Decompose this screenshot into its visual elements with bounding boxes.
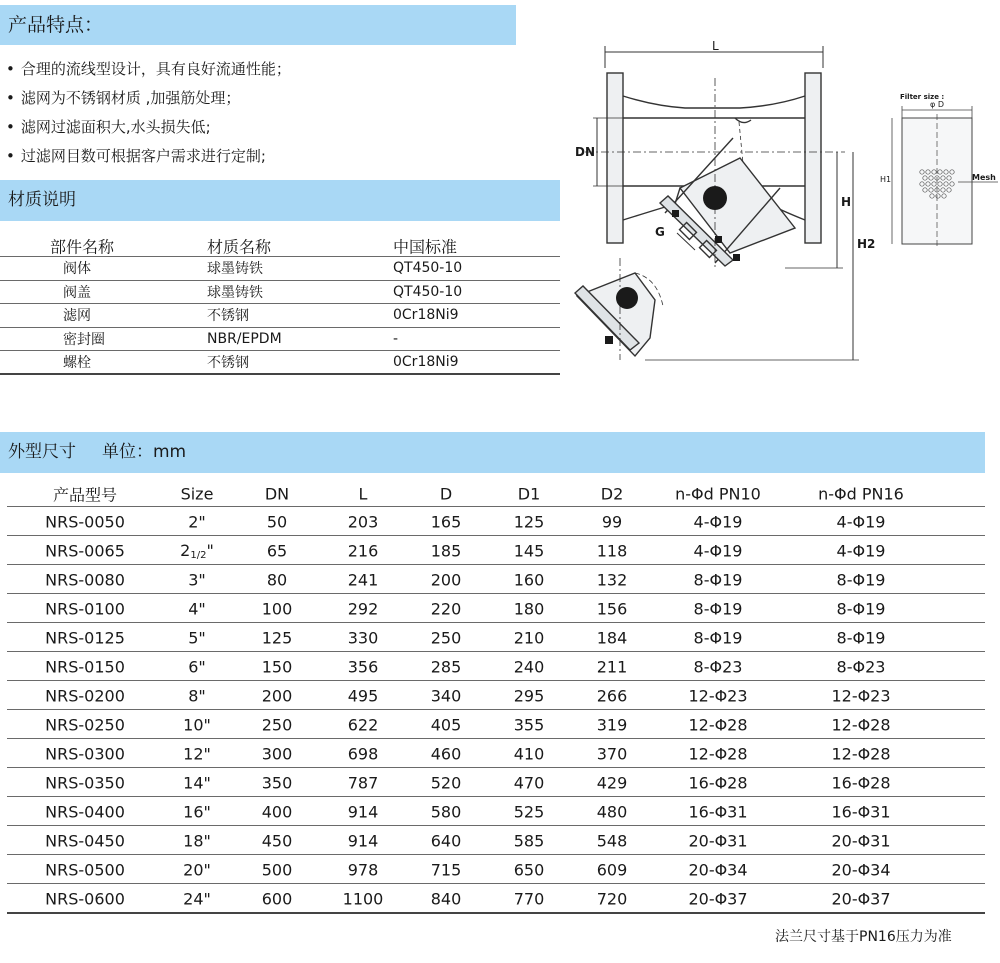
cell-d: 340 [430,686,462,706]
feature-text: 滤网为不锈钢材质 ,加强筋处理； [20,89,241,107]
cell-d: 460 [430,744,462,764]
features-section-title: 产品特点： [0,5,516,45]
cell-size: 10" [183,715,211,735]
material-name: 球墨铸铁 [207,284,263,301]
feature-item: • 滤网为不锈钢材质 ,加强筋处理； [6,89,241,107]
material-standard: QT450-10 [393,283,463,300]
filter-size-diagram [880,88,1000,248]
header-pn10: n-Φd PN10 [675,484,761,504]
dim-label-h: H [841,195,852,209]
dim-label-g: G [655,225,665,239]
cell-model: NRS-0300 [45,744,125,764]
dimensions-row [7,536,985,565]
cell-pn16: 16-Φ31 [831,802,891,822]
cell-d1: 770 [513,889,545,909]
cell-model: NRS-0150 [45,657,125,677]
dimensions-row [7,768,985,797]
cell-size: 5" [188,628,206,648]
cell-pn10: 12-Φ28 [688,744,748,764]
cell-pn10: 12-Φ23 [688,686,748,706]
cell-model: NRS-0600 [45,889,125,909]
cell-d1: 180 [513,599,545,619]
cell-d2: 118 [596,541,628,561]
material-standard: 0Cr18Ni9 [393,307,459,324]
material-part: 阀盖 [63,284,91,301]
material-header-part: 部件名称 [50,237,115,256]
cell-l: 330 [347,628,379,648]
dim-label-dn: DN [575,145,596,159]
header-model: 产品型号 [52,485,118,505]
dimensions-row [7,797,985,826]
material-part: 滤网 [63,308,91,325]
material-row [0,328,560,352]
cell-pn16: 12-Φ23 [831,686,891,706]
material-row [0,257,560,281]
header-dn: DN [264,484,290,504]
feature-text: 过滤网目数可根据客户需求进行定制; [20,147,266,165]
cell-l: 292 [347,599,379,619]
cell-d1: 160 [513,570,545,590]
cell-dn: 80 [266,570,288,590]
material-part: 螺栓 [63,355,91,372]
dimensions-title: 外型尺寸 [8,442,76,462]
cell-size: 4" [188,599,206,619]
cell-d2: 720 [596,889,628,909]
cell-size: $2_{1/2}$" [180,540,214,561]
dimensions-row [7,681,985,710]
cell-dn: 200 [261,686,293,706]
cell-model: NRS-0350 [45,773,125,793]
header-pn16: n-Φd PN16 [818,484,904,504]
cell-pn10: 4-Φ19 [693,512,743,532]
cell-d: 405 [430,715,462,735]
cell-l: 241 [347,570,379,590]
y-strainer-drawing [565,38,885,368]
cell-model: NRS-0125 [45,628,125,648]
cell-model: NRS-0250 [45,715,125,735]
dimensions-row [7,507,985,536]
cell-d1: 210 [513,628,545,648]
cell-l: 356 [347,657,379,677]
feature-text: 合理的流线型设计，具有良好流通性能； [20,60,291,78]
cell-d2: 319 [596,715,628,735]
cell-l: 978 [347,860,379,880]
cell-size: 12" [183,744,211,764]
cell-model: NRS-0450 [45,831,125,851]
feature-item: • 滤网过滤面积大,水头损失低; [6,118,211,136]
cell-pn16: 16-Φ28 [831,773,891,793]
cell-dn: 300 [261,744,293,764]
cell-d2: 266 [596,686,628,706]
header-d1: D1 [517,484,541,504]
cell-pn16: 8-Φ19 [836,628,886,648]
dimensions-row [7,855,985,884]
cell-d1: 525 [513,802,545,822]
cell-pn10: 8-Φ19 [693,570,743,590]
cell-d1: 585 [513,831,545,851]
filter-od-label: φ D [930,100,944,109]
cell-pn16: 20-Φ34 [831,860,891,880]
cell-d2: 184 [596,628,628,648]
cell-dn: 50 [266,512,288,532]
cell-d: 250 [430,628,462,648]
filter-mesh-label: Mesh [972,173,996,182]
cell-l: 495 [347,686,379,706]
cell-model: NRS-0080 [45,570,125,590]
cell-size: 6" [188,657,206,677]
cell-model: NRS-0500 [45,860,125,880]
cell-d2: 370 [596,744,628,764]
cell-d1: 410 [513,744,545,764]
cell-d1: 355 [513,715,545,735]
cell-pn16: 4-Φ19 [836,541,886,561]
flange-note: 法兰尺寸基于PN16压力为准 [775,929,952,945]
feature-item: • 合理的流线型设计，具有良好流通性能； [6,60,291,78]
cell-pn16: 12-Φ28 [831,715,891,735]
material-name: NBR/EPDM [207,331,282,348]
dimensions-row [7,565,985,594]
header-d: D [439,484,453,504]
material-header-material: 材质名称 [207,237,272,256]
cell-pn16: 8-Φ19 [836,599,886,619]
cell-pn10: 20-Φ34 [688,860,748,880]
cell-d: 200 [430,570,462,590]
cell-d2: 132 [596,570,628,590]
header-l: L [358,484,368,504]
dimensions-row [7,826,985,855]
cell-dn: 250 [261,715,293,735]
dimensions-row [7,884,985,914]
cell-model: NRS-0400 [45,802,125,822]
cell-dn: 450 [261,831,293,851]
cell-dn: 150 [261,657,293,677]
material-name: 不锈钢 [207,308,249,325]
material-part: 阀体 [63,261,91,278]
cell-d: 580 [430,802,462,822]
cell-size: 20" [183,860,211,880]
cell-d: 520 [430,773,462,793]
dimensions-row [7,739,985,768]
cell-pn16: 20-Φ37 [831,889,891,909]
cell-d2: 609 [596,860,628,880]
material-part: 密封圈 [63,332,105,349]
cell-d: 840 [430,889,462,909]
cell-l: 914 [347,831,379,851]
dimensions-unit: 单位：mm [102,442,187,462]
feature-text: 滤网过滤面积大,水头损失低; [20,118,211,136]
cell-size: 2" [188,512,206,532]
cell-d1: 295 [513,686,545,706]
material-row [0,351,560,375]
cell-pn16: 8-Φ19 [836,570,886,590]
cell-l: 1100 [342,889,384,909]
cell-pn10: 16-Φ28 [688,773,748,793]
dim-label-l: L [712,39,719,53]
cell-l: 203 [347,512,379,532]
cell-pn16: 8-Φ23 [836,657,886,677]
cell-dn: 500 [261,860,293,880]
cell-size: 16" [183,802,211,822]
cell-pn10: 4-Φ19 [693,541,743,561]
material-row [0,304,560,328]
dimensions-table-header [7,482,985,507]
cell-pn10: 8-Φ19 [693,628,743,648]
material-table-header [0,231,560,257]
cell-l: 787 [347,773,379,793]
cell-d: 640 [430,831,462,851]
cell-dn: 600 [261,889,293,909]
dimensions-row [7,623,985,652]
cell-d1: 650 [513,860,545,880]
cell-d2: 99 [601,512,623,532]
cell-d2: 211 [596,657,628,677]
header-d2: D2 [600,484,624,504]
cell-l: 698 [347,744,379,764]
filter-size-title: Filter size : [900,93,945,101]
cell-d: 220 [430,599,462,619]
header-size: Size [180,484,214,504]
cell-d1: 470 [513,773,545,793]
cell-l: 216 [347,541,379,561]
dimensions-row [7,594,985,623]
cell-model: NRS-0200 [45,686,125,706]
cell-d2: 429 [596,773,628,793]
cell-d1: 240 [513,657,545,677]
cell-dn: 65 [266,541,288,561]
cell-size: 24" [183,889,211,909]
cell-pn10: 8-Φ23 [693,657,743,677]
cell-dn: 100 [261,599,293,619]
filter-h1-label: H1 [880,175,892,184]
cell-pn16: 12-Φ28 [831,744,891,764]
cell-d: 165 [430,512,462,532]
cell-pn16: 20-Φ31 [831,831,891,851]
material-standard: QT450-10 [393,260,463,277]
cell-size: 8" [188,686,206,706]
feature-item: • 过滤网目数可根据客户需求进行定制; [6,147,266,165]
cell-pn10: 12-Φ28 [688,715,748,735]
cell-dn: 400 [261,802,293,822]
cell-pn10: 16-Φ31 [688,802,748,822]
cell-pn16: 4-Φ19 [836,512,886,532]
dim-label-h2: H2 [857,237,876,251]
material-standard: - [393,331,399,348]
cell-l: 622 [347,715,379,735]
material-header-standard: 中国标准 [393,237,458,256]
cell-size: 14" [183,773,211,793]
cell-model: NRS-0100 [45,599,125,619]
cell-dn: 125 [261,628,293,648]
material-standard: 0Cr18Ni9 [393,354,459,371]
dimensions-row [7,652,985,681]
cell-l: 914 [347,802,379,822]
dimensions-row [7,710,985,739]
cell-pn10: 20-Φ37 [688,889,748,909]
cell-pn10: 8-Φ19 [693,599,743,619]
cell-d1: 125 [513,512,545,532]
cell-size: 3" [188,570,206,590]
cell-d1: 145 [513,541,545,561]
cell-pn10: 20-Φ31 [688,831,748,851]
material-table [0,231,560,375]
cell-d2: 156 [596,599,628,619]
cell-model: NRS-0065 [45,541,125,561]
material-name: 不锈钢 [207,355,249,372]
material-row [0,281,560,305]
cell-d: 715 [430,860,462,880]
material-section-title: 材质说明 [0,180,560,221]
cell-dn: 350 [261,773,293,793]
cell-d: 285 [430,657,462,677]
dimensions-table [7,482,985,914]
cell-d: 185 [430,541,462,561]
material-name: 球墨铸铁 [207,261,263,278]
dimensions-section-title [0,432,985,473]
cell-model: NRS-0050 [45,512,125,532]
cell-size: 18" [183,831,211,851]
cell-d2: 548 [596,831,628,851]
cell-d2: 480 [596,802,628,822]
